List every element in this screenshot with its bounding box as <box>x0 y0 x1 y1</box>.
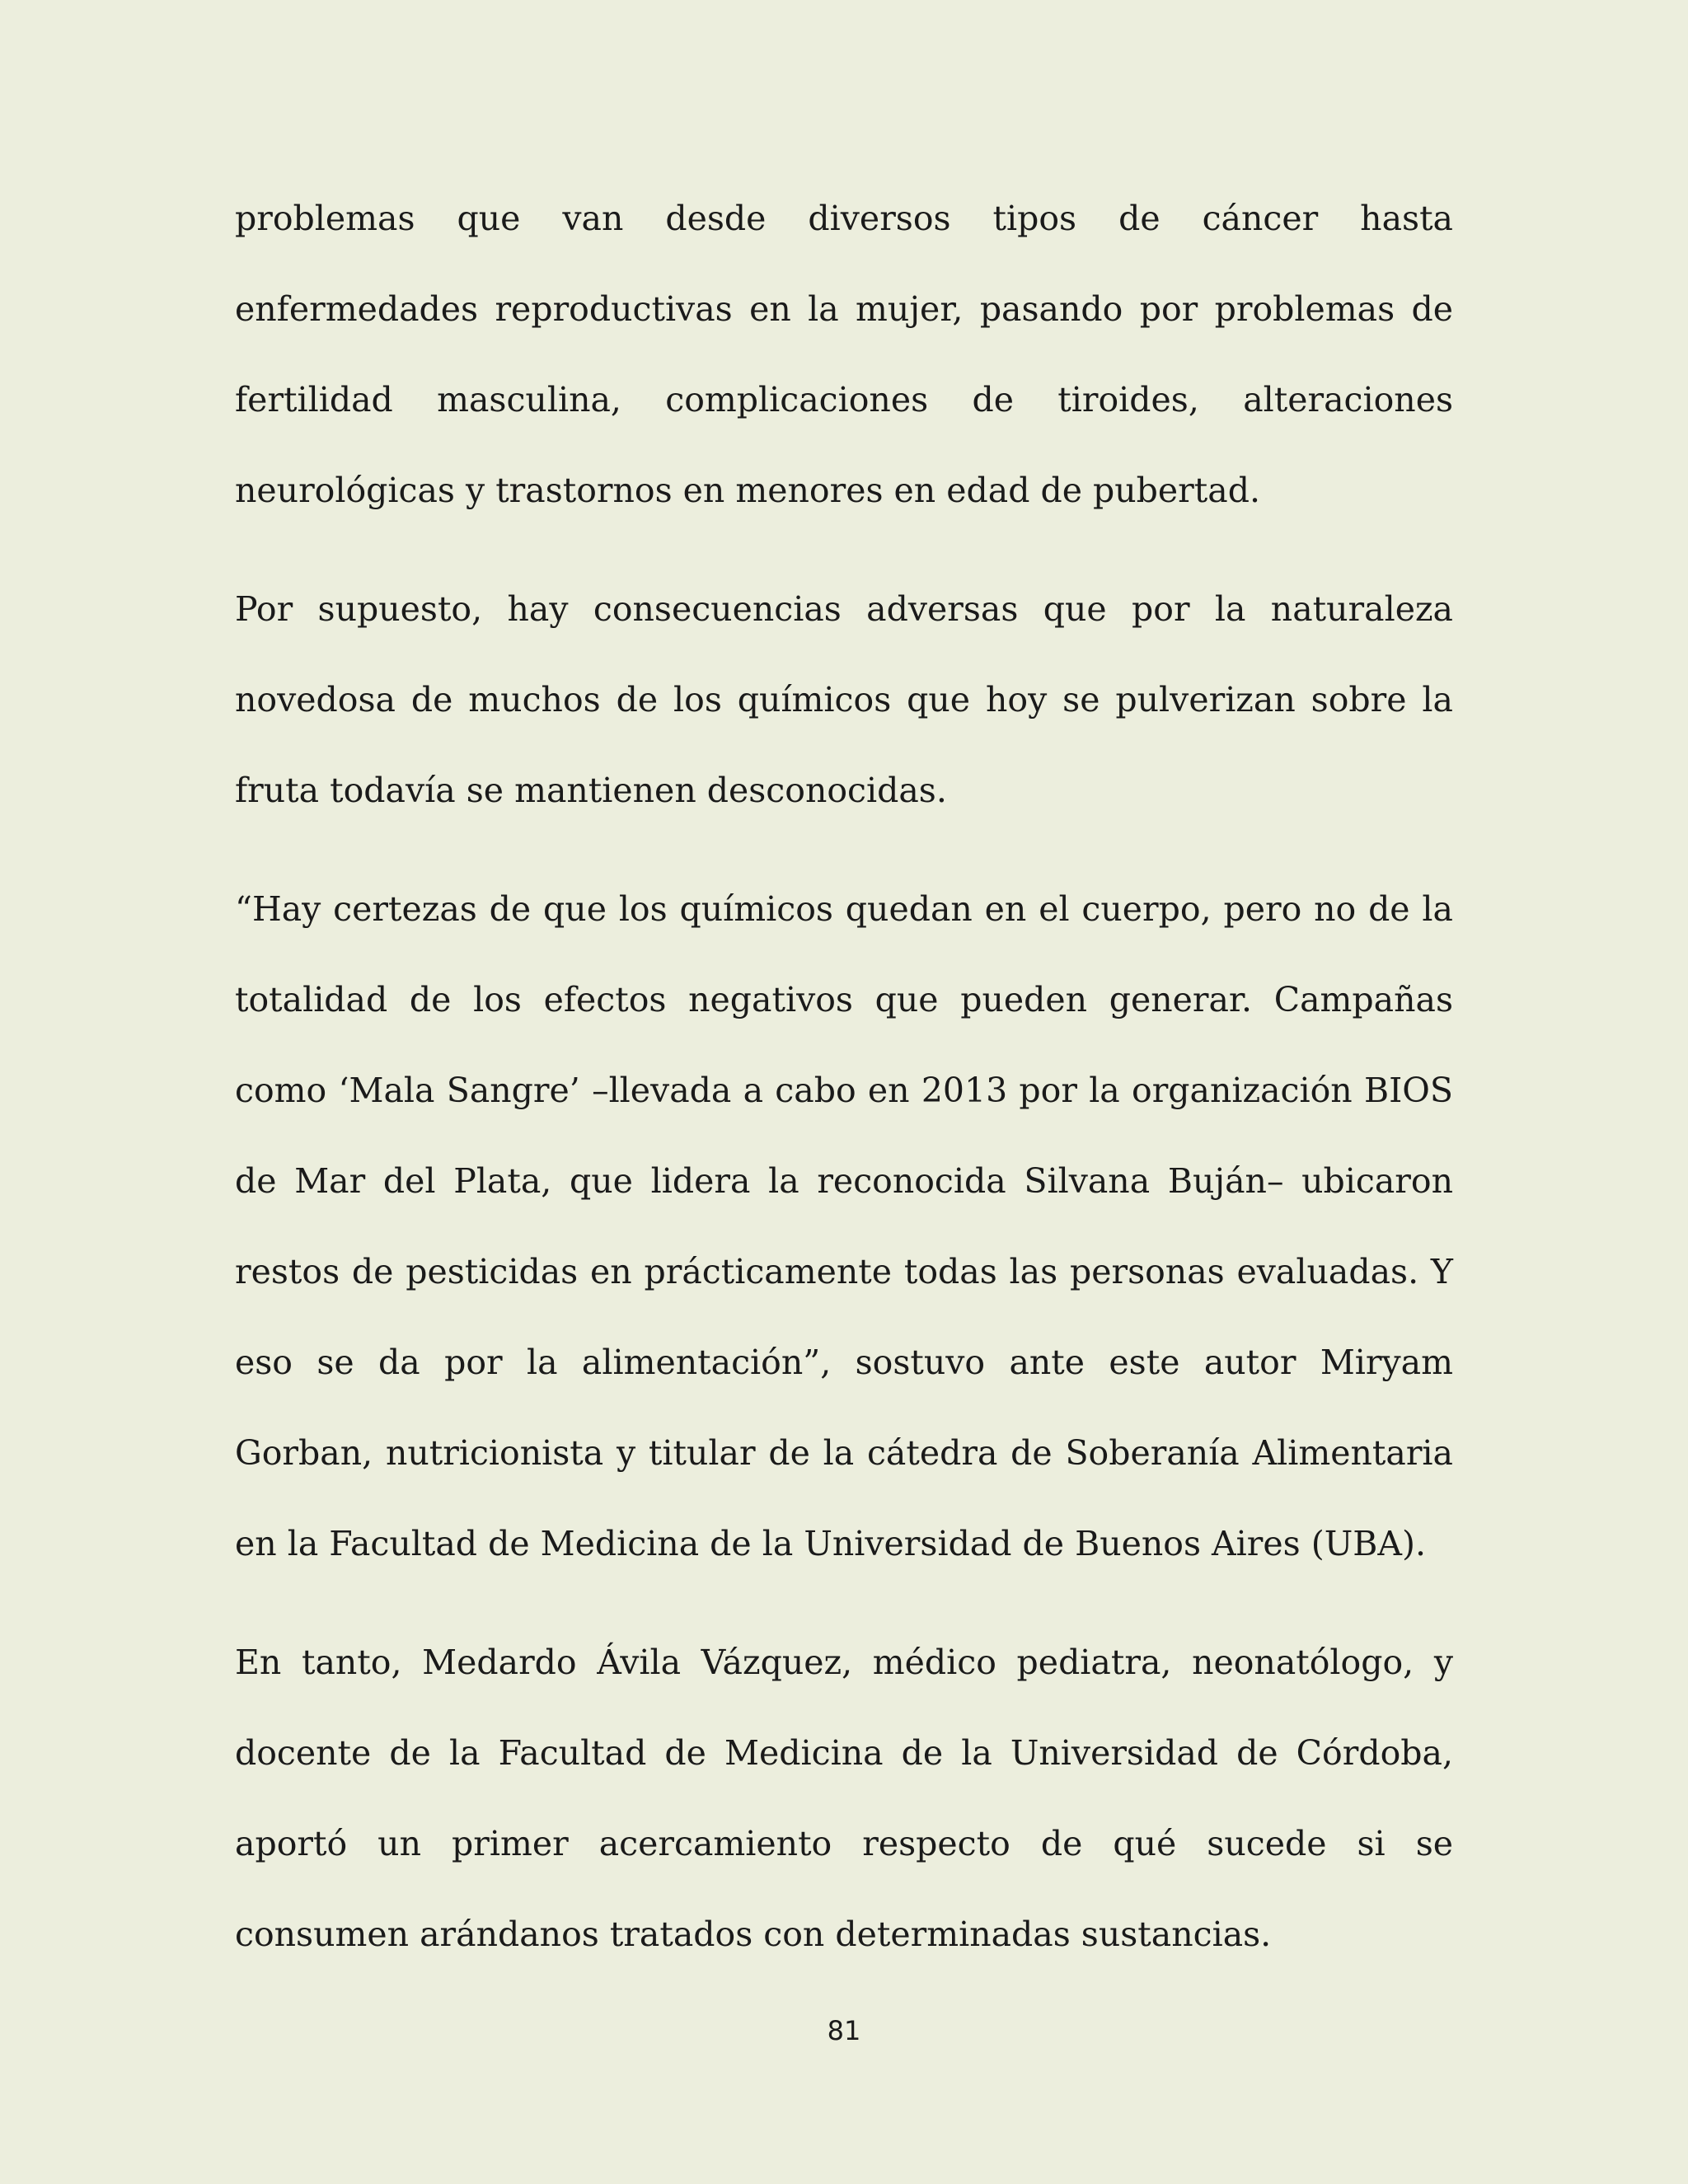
paragraph-2: Por supuesto, hay consecuencias adversas que por la naturaleza novedosa de muchos de los químicos que hoy se pulverizan sobre la fruta todavía se mantienen desconocidas. <box>235 589 1453 810</box>
page-number: 81 <box>827 2015 861 2046</box>
paragraph-1: problemas que van desde diversos tipos de cáncer hasta enfermedades reproductivas en la mujer, pasando por problemas de fertilidad masculina, complicaciones de tiroides, alteraciones neurológicas y trastornos en menores en edad de pubertad. <box>235 199 1453 510</box>
paragraph-4: En tanto, Medardo Ávila Vázquez, médico pediatra, neonatólogo, y docente de la Facultad de Medicina de la Universidad de Córdoba, aportó un primer acercamiento respecto de qué sucede si se consumen arándanos tratados con determinadas sustancias. <box>235 1643 1453 1954</box>
body-text <box>235 173 1453 2008</box>
paragraph-3: “Hay certezas de que los químicos quedan en el cuerpo, pero no de la totalidad de los efectos negativos que pueden generar. Campañas como ‘Mala Sangre’ –llevada a cabo en 2013 por la organización BIOS de Mar del Plata, que lidera la reconocida Silvana Buján– ubicaron restos de pesticidas en prácticamente todas las personas evaluadas. Y eso se da por la alimentación”, sostuvo ante este autor Miryam Gorban, nutricionista y titular de la cátedra de Soberanía Alimentaria en la Facultad de Medicina de la Universidad de Buenos Aires (UBA). <box>235 889 1453 1563</box>
